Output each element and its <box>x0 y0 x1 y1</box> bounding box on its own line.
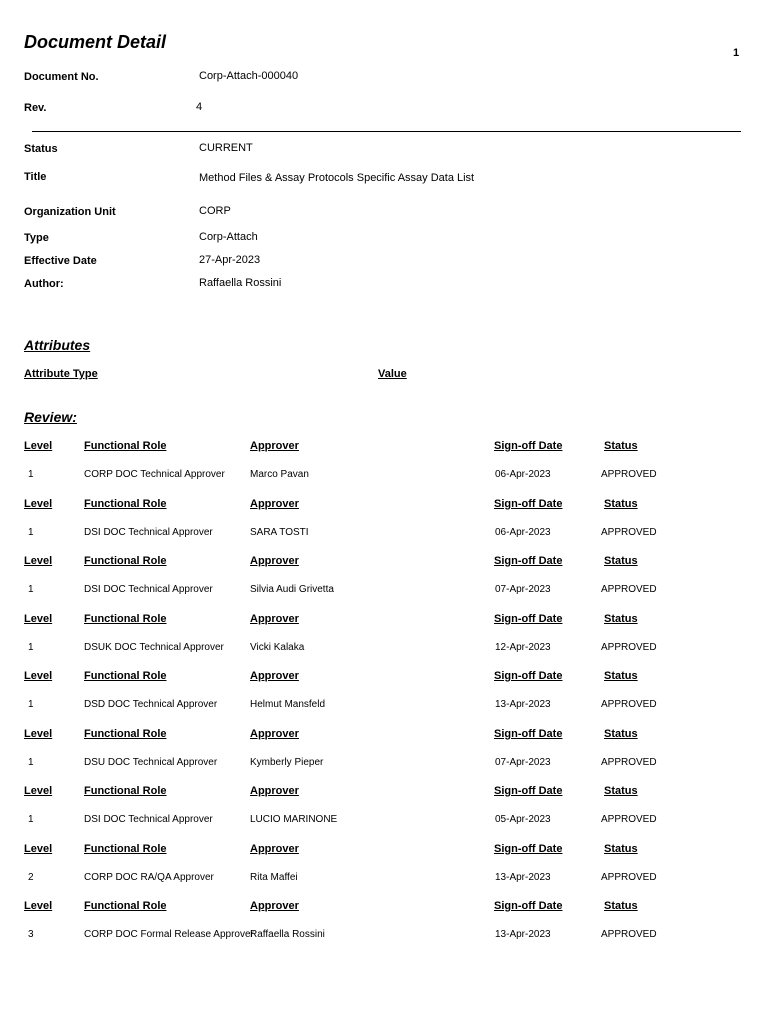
review-header-row <box>0 785 768 805</box>
attribute-value-header: Value <box>378 368 407 380</box>
review-col-date-header: Sign-off Date <box>494 728 563 740</box>
document-no-label: Document No. <box>24 71 99 83</box>
review-col-status-header: Status <box>604 440 638 452</box>
review-cell-date: 05-Apr-2023 <box>495 814 551 825</box>
review-cell-approver: SARA TOSTI <box>250 527 309 538</box>
review-cell-role: DSI DOC Technical Approver <box>84 527 213 538</box>
author-label: Author: <box>24 278 64 290</box>
type-label: Type <box>24 232 49 244</box>
review-col-role-header: Functional Role <box>84 440 167 452</box>
type-value: Corp-Attach <box>199 231 258 243</box>
review-col-date-header: Sign-off Date <box>494 555 563 567</box>
org-unit-label: Organization Unit <box>24 206 116 218</box>
review-row <box>0 527 768 547</box>
review-row <box>0 642 768 662</box>
review-col-approver-header: Approver <box>250 843 299 855</box>
review-cell-approver: Silvia Audi Grivetta <box>250 584 334 595</box>
review-col-status-header: Status <box>604 670 638 682</box>
review-col-role-header: Functional Role <box>84 498 167 510</box>
review-cell-approver: Vicki Kalaka <box>250 642 305 653</box>
review-col-status-header: Status <box>604 613 638 625</box>
document-no-value: Corp-Attach-000040 <box>199 70 299 82</box>
review-col-approver-header: Approver <box>250 613 299 625</box>
review-col-role-header: Functional Role <box>84 843 167 855</box>
review-header-row <box>0 498 768 518</box>
author-value: Raffaella Rossini <box>199 277 282 289</box>
review-row <box>0 872 768 892</box>
review-col-date-header: Sign-off Date <box>494 843 563 855</box>
review-col-level-header: Level <box>24 728 53 740</box>
review-col-date-header: Sign-off Date <box>494 785 563 797</box>
review-col-level-header: Level <box>24 555 53 567</box>
review-cell-date: 07-Apr-2023 <box>495 757 551 768</box>
review-col-level-header: Level <box>24 900 53 912</box>
review-row <box>0 929 768 949</box>
review-col-date-header: Sign-off Date <box>494 440 563 452</box>
review-cell-status: APPROVED <box>601 469 657 480</box>
review-cell-status: APPROVED <box>601 642 657 653</box>
effective-date-value: 27-Apr-2023 <box>199 254 261 266</box>
review-col-role-header: Functional Role <box>84 900 167 912</box>
review-col-date-header: Sign-off Date <box>494 498 563 510</box>
review-cell-date: 13-Apr-2023 <box>495 929 551 940</box>
review-cell-approver: Kymberly Pieper <box>250 757 324 768</box>
review-header-row <box>0 555 768 575</box>
review-cell-level: 1 <box>28 757 34 768</box>
review-heading: Review: <box>24 409 77 425</box>
review-col-approver-header: Approver <box>250 670 299 682</box>
title-label: Title <box>24 171 47 183</box>
review-cell-date: 07-Apr-2023 <box>495 584 551 595</box>
review-cell-level: 3 <box>28 929 34 940</box>
rev-label: Rev. <box>24 102 47 114</box>
review-cell-role: DSU DOC Technical Approver <box>84 757 218 768</box>
review-cell-approver: Rita Maffei <box>250 872 298 883</box>
review-cell-approver: LUCIO MARINONE <box>250 814 338 825</box>
review-col-approver-header: Approver <box>250 498 299 510</box>
review-cell-role: DSI DOC Technical Approver <box>84 584 213 595</box>
review-cell-level: 1 <box>28 469 34 480</box>
review-cell-date: 12-Apr-2023 <box>495 642 551 653</box>
title-value: Method Files & Assay Protocols Specific Assay Data List <box>199 172 475 184</box>
review-header-row <box>0 670 768 690</box>
review-cell-role: CORP DOC Formal Release Approver <box>84 929 254 940</box>
review-col-status-header: Status <box>604 498 638 510</box>
review-col-level-header: Level <box>24 785 53 797</box>
review-cell-status: APPROVED <box>601 584 657 595</box>
review-col-role-header: Functional Role <box>84 728 167 740</box>
status-label: Status <box>24 143 58 155</box>
review-cell-role: DSD DOC Technical Approver <box>84 699 218 710</box>
review-row <box>0 584 768 604</box>
review-cell-status: APPROVED <box>601 527 657 538</box>
review-col-level-header: Level <box>24 843 53 855</box>
attributes-heading: Attributes <box>24 337 91 353</box>
review-col-status-header: Status <box>604 900 638 912</box>
effective-date-label: Effective Date <box>24 255 97 267</box>
review-cell-status: APPROVED <box>601 699 657 710</box>
page-title: Document Detail <box>24 32 167 52</box>
review-col-approver-header: Approver <box>250 900 299 912</box>
review-col-level-header: Level <box>24 498 53 510</box>
review-header-row <box>0 728 768 748</box>
review-cell-role: DSUK DOC Technical Approver <box>84 642 224 653</box>
review-col-approver-header: Approver <box>250 555 299 567</box>
org-unit-value: CORP <box>199 205 231 217</box>
review-cell-date: 06-Apr-2023 <box>495 469 551 480</box>
review-cell-status: APPROVED <box>601 814 657 825</box>
review-cell-date: 13-Apr-2023 <box>495 699 551 710</box>
review-cell-level: 1 <box>28 699 34 710</box>
review-cell-level: 2 <box>28 872 34 883</box>
header-divider <box>32 131 741 132</box>
review-cell-approver: Raffaella Rossini <box>250 929 325 940</box>
review-col-status-header: Status <box>604 785 638 797</box>
review-col-approver-header: Approver <box>250 440 299 452</box>
status-value: CURRENT <box>199 142 253 154</box>
review-cell-role: DSI DOC Technical Approver <box>84 814 213 825</box>
review-cell-level: 1 <box>28 642 34 653</box>
review-cell-date: 13-Apr-2023 <box>495 872 551 883</box>
review-cell-role: CORP DOC RA/QA Approver <box>84 872 214 883</box>
review-cell-role: CORP DOC Technical Approver <box>84 469 225 480</box>
rev-value: 4 <box>196 101 203 113</box>
review-col-approver-header: Approver <box>250 728 299 740</box>
review-col-date-header: Sign-off Date <box>494 613 563 625</box>
review-header-row <box>0 440 768 460</box>
review-cell-status: APPROVED <box>601 929 657 940</box>
page-number: 1 <box>733 47 740 59</box>
review-cell-level: 1 <box>28 814 34 825</box>
review-header-row <box>0 900 768 920</box>
review-col-status-header: Status <box>604 555 638 567</box>
review-cell-date: 06-Apr-2023 <box>495 527 551 538</box>
review-cell-approver: Helmut Mansfeld <box>250 699 326 710</box>
review-row <box>0 814 768 834</box>
review-col-role-header: Functional Role <box>84 670 167 682</box>
review-cell-status: APPROVED <box>601 872 657 883</box>
review-cell-level: 1 <box>28 527 34 538</box>
review-col-approver-header: Approver <box>250 785 299 797</box>
review-col-level-header: Level <box>24 440 53 452</box>
review-header-row <box>0 843 768 863</box>
review-row <box>0 469 768 489</box>
review-col-status-header: Status <box>604 728 638 740</box>
review-cell-approver: Marco Pavan <box>250 469 309 480</box>
review-col-role-header: Functional Role <box>84 555 167 567</box>
review-col-level-header: Level <box>24 613 53 625</box>
review-header-row <box>0 613 768 633</box>
review-row <box>0 757 768 777</box>
review-row <box>0 699 768 719</box>
review-cell-level: 1 <box>28 584 34 595</box>
review-col-date-header: Sign-off Date <box>494 670 563 682</box>
review-col-date-header: Sign-off Date <box>494 900 563 912</box>
review-col-role-header: Functional Role <box>84 785 167 797</box>
review-cell-status: APPROVED <box>601 757 657 768</box>
review-col-role-header: Functional Role <box>84 613 167 625</box>
review-col-level-header: Level <box>24 670 53 682</box>
review-col-status-header: Status <box>604 843 638 855</box>
attribute-type-header: Attribute Type <box>24 368 98 380</box>
